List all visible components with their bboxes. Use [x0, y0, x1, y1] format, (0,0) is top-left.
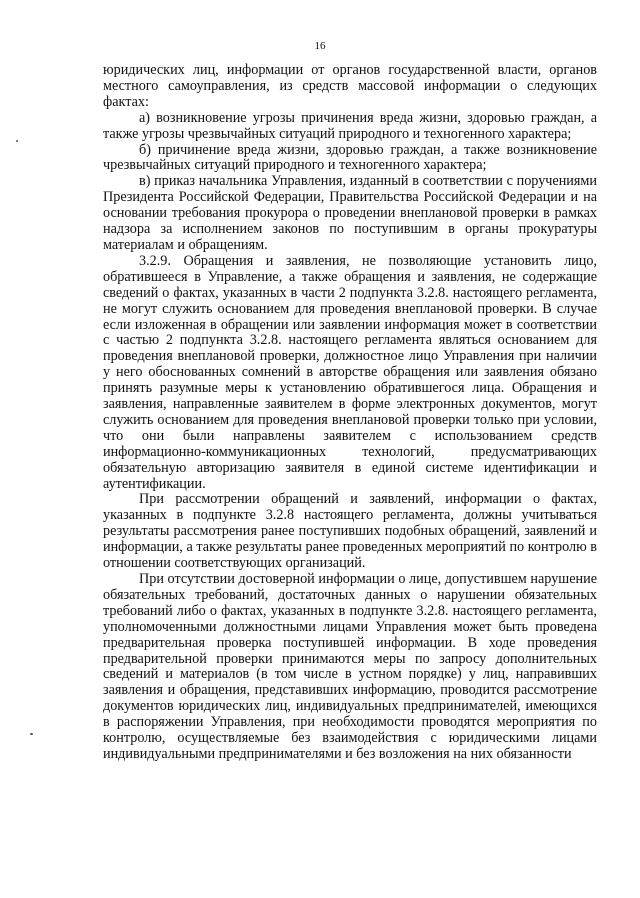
scan-speck — [30, 733, 33, 735]
paragraph-consideration: При рассмотрении обращений и заявлений, информации о фактах, указанных в подпункте 3.2.8 настоящего регламента, должны учитываться результаты рассмотрения ранее поступивших подобных обращений, заявлений и информации, а также результаты ранее проведенных мероприятий по контролю в отношении соответствующих организаций. — [103, 491, 597, 572]
paragraph-preliminary-check: При отсутствии достоверной информации о лице, допустившем нарушение обязательных требований, достаточных данных о нарушении обязательных требований либо о фактах, указанных в подпункте 3.2.8. настоящего регламента, уполномоченными должностными лицами Управления может быть проведена предварительная проверка поступившей информации. В ходе проведения предварительной проверки принимаются меры по запросу дополнительных сведений и материалов (в том числе в устном порядке) у лиц, направивших заявления и обращения, представивших информацию, проводится рассмотрение документов юридических лиц, индивидуальных предпринимателей, имеющихся в распоряжении Управления, при необходимости проводятся мероприятия по контролю, осуществляемые без взаимодействия с юридическими лицами индивидуальными предпринимателями и без возложения на них обязанности — [103, 571, 597, 762]
page-number: 16 — [314, 40, 326, 52]
scan-speck — [16, 140, 18, 142]
paragraph-item-b: б) причинение вреда жизни, здоровью граждан, а также возникновение чрезвычайных ситуаций природного и техногенного характера; — [103, 141, 597, 174]
paragraph-intro-continuation: юридических лиц, информации от органов государственной власти, органов местного самоуправления, из средств массовой информации о следующих фактах: — [103, 62, 597, 110]
paragraph-item-a: а) возникновение угрозы причинения вреда жизни, здоровью граждан, а также угрозы чрезвычайных ситуаций природного и техногенного характера; — [103, 109, 597, 142]
paragraph-3-2-9: 3.2.9. Обращения и заявления, не позволяющие установить лицо, обратившееся в Управление, а также обращения и заявления, не содержащие сведений о фактах, указанных в части 2 подпункта 3.2.8. настоящего регламента, не могут служить основанием для проведения внеплановой проверки. В случае если изложенная в обращении или заявлении информация может в соответствии с частью 2 подпункта 3.2.8. настоящего регламента являться основанием для проведения внеплановой проверки, должностное лицо Управления при наличии у него обоснованных сомнений в авторстве обращения или заявления обязано принять разумные меры к установлению обратившегося лица. Обращения и заявления, направленные заявителем в форме электронных документов, могут служить основанием для проведения внеплановой проверки только при условии, что они были направлены заявителем с использованием средств информационно-коммуникационных технологий, предусматривающих обязательную авторизацию заявителя в единой системе идентификации и аутентификации. — [103, 252, 597, 492]
paragraph-item-v: в) приказ начальника Управления, изданный в соответствии с поручениями Президента Российской Федерации, Правительства Российской Федерации и на основании требования прокурора о проведении внеплановой проверки в рамках надзора за исполнением законов по поступившим в органы прокуратуры материалам и обращениям. — [103, 173, 597, 253]
body-text — [103, 63, 597, 763]
